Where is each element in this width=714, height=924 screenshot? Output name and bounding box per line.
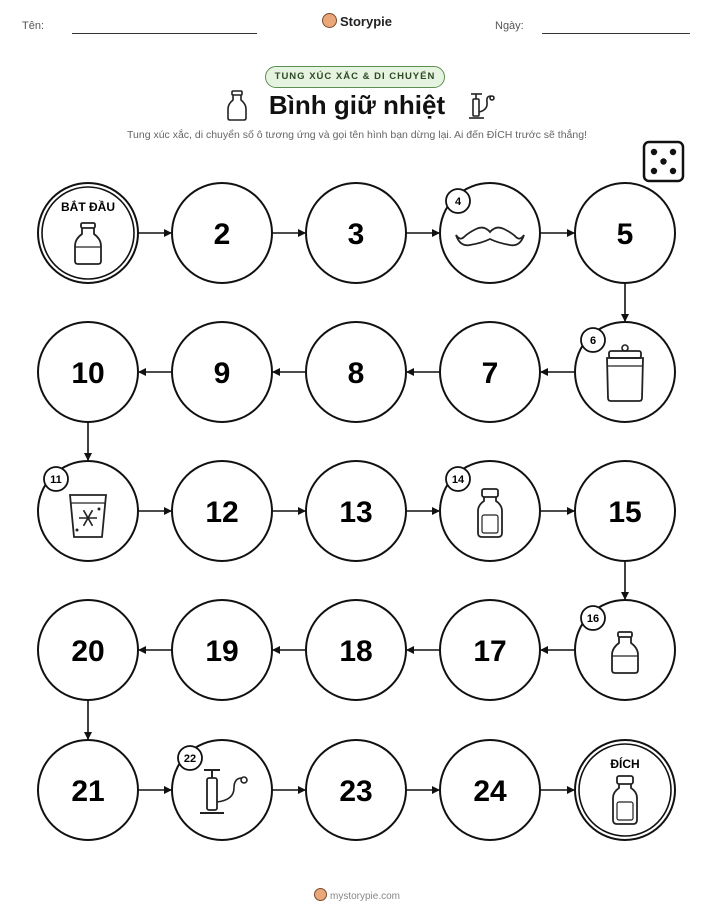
cell-badge-number: 11	[50, 474, 62, 486]
board-cell-19[interactable]	[172, 600, 272, 700]
board-cell-2[interactable]	[172, 183, 272, 283]
cell-badge	[581, 328, 605, 352]
name-label: Tên:	[22, 20, 45, 32]
footer-url[interactable]: mystorypie.com	[329, 891, 400, 902]
cell-badge-number: 16	[586, 613, 600, 625]
board-cell-10[interactable]	[38, 322, 138, 422]
activity-banner: TUNG XÚC XẮC & DI CHUYỂN	[265, 66, 445, 88]
cell-number: 7	[481, 357, 499, 390]
cell-number: 24	[473, 775, 507, 808]
cell-number: 3	[347, 218, 365, 251]
cell-badge-number: 4	[454, 196, 462, 208]
board-cell-4[interactable]	[440, 183, 540, 283]
cell-badge	[446, 467, 470, 491]
cell-number: 23	[339, 775, 373, 808]
board-cell-15[interactable]	[575, 461, 675, 561]
cell-badge	[178, 746, 202, 770]
board-cell-11[interactable]	[38, 461, 138, 561]
board-cell-7[interactable]	[440, 322, 540, 422]
board-cell-12[interactable]	[172, 461, 272, 561]
cell-badge	[44, 467, 68, 491]
board-cell-18[interactable]	[306, 600, 406, 700]
cell-badge	[446, 189, 470, 213]
date-label: Ngày:	[495, 20, 524, 32]
board-cell-24[interactable]	[440, 740, 540, 840]
cell-number: 10	[71, 357, 105, 390]
cell-badge	[581, 606, 605, 630]
cell-number: 17	[473, 635, 507, 668]
footer	[0, 888, 714, 902]
board-cell-22[interactable]	[172, 740, 272, 840]
cell-number: 15	[608, 496, 642, 529]
cell-number: 2	[213, 218, 231, 251]
board-cell-20[interactable]	[38, 600, 138, 700]
board-cell-3[interactable]	[306, 183, 406, 283]
storypie-footer-logo-icon	[314, 888, 327, 901]
cell-number: 21	[71, 775, 105, 808]
cell-number: 20	[71, 635, 105, 668]
instructions: Tung xúc xắc, di chuyển số ô tương ứng và gọi tên hình bạn dừng lại. Ai đến ĐÍCH trước sẽ thắng!	[126, 129, 587, 141]
cell-number: 19	[205, 635, 239, 668]
board-cell-1[interactable]	[38, 183, 138, 283]
board-cell-23[interactable]	[306, 740, 406, 840]
cell-badge-number: 22	[183, 753, 197, 765]
cell-number: 9	[213, 357, 231, 390]
cell-number: 8	[347, 357, 365, 390]
cell-number: 18	[339, 635, 373, 668]
board-cell-16[interactable]	[575, 600, 675, 700]
cell-number: 13	[339, 496, 373, 529]
start-label: BẮT ĐẦU	[61, 200, 115, 214]
page-title: Bình giữ nhiệt	[268, 90, 446, 120]
finish-label: ĐÍCH	[610, 757, 640, 771]
cell-number: 12	[205, 496, 239, 529]
board-cell-5[interactable]	[575, 183, 675, 283]
brand-name: Storypie	[339, 14, 392, 29]
board-cell-25[interactable]	[575, 740, 675, 840]
board-cell-6[interactable]	[575, 322, 675, 422]
cell-number: 5	[616, 218, 634, 251]
board-cell-14[interactable]	[440, 461, 540, 561]
board-cell-21[interactable]	[38, 740, 138, 840]
board-cell-8[interactable]	[306, 322, 406, 422]
board-cell-9[interactable]	[172, 322, 272, 422]
board-cell-17[interactable]	[440, 600, 540, 700]
cell-badge-number: 14	[451, 474, 465, 486]
cell-badge-number: 6	[589, 335, 597, 347]
board-cell-13[interactable]	[306, 461, 406, 561]
